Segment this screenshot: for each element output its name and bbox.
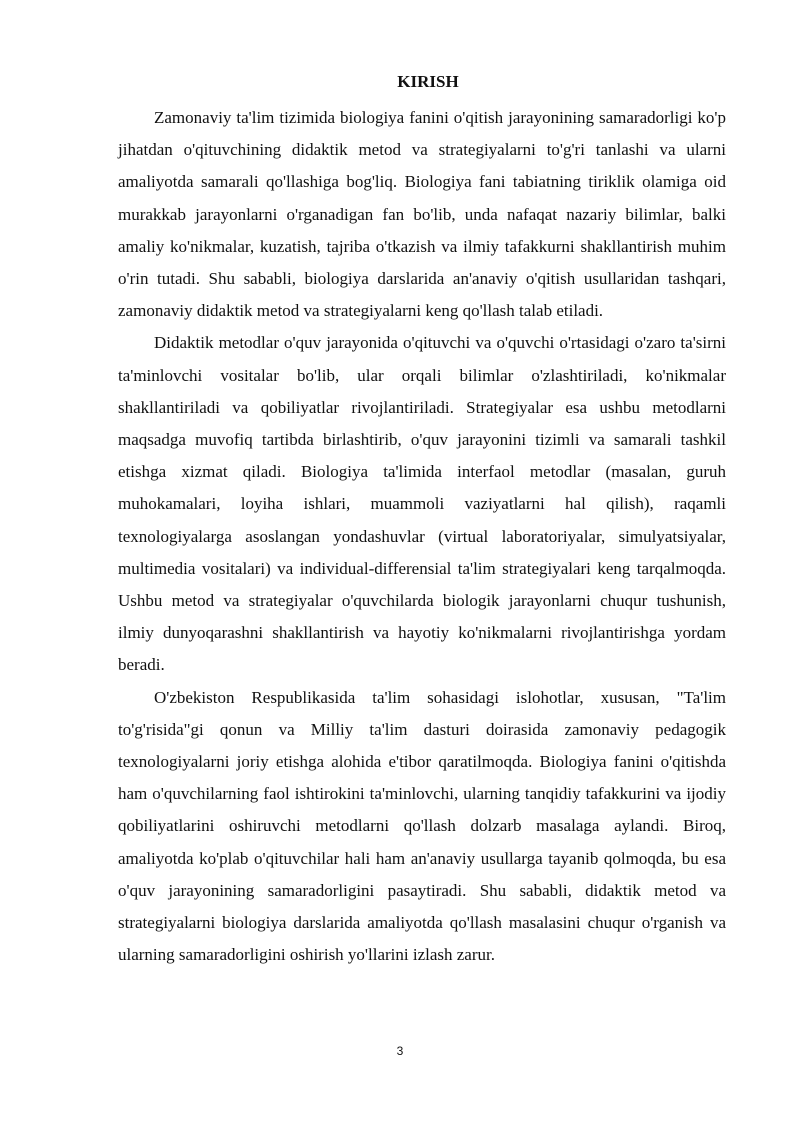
document-page <box>118 72 726 971</box>
paragraph-1: Zamonaviy ta'lim tizimida biologiya fanini o'qitish jarayonining samaradorligi ko'p jihatdan o'qituvchining didaktik metod va strategiyalarni to'g'ri tanlashi va ularni amaliyotda samarali qo'llashiga bog'liq. Biologiya fani tabiatning tiriklik olamiga oid murakkab jarayonlarni o'rganadigan fan bo'lib, unda nafaqat nazariy bilimlar, balki amaliy ko'nikmalar, kuzatish, tajriba o'tkazish va ilmiy tafakkurni shakllantirish muhim o'rin tutadi. Shu sababli, biologiya darslarida an'anaviy o'qitish usullaridan tashqari, zamonaviy didaktik metod va strategiyalarni keng qo'llash talab etiladi. <box>118 108 726 321</box>
section-heading: KIRISH <box>397 72 459 91</box>
page-number: 3 <box>396 1044 404 1058</box>
paragraph-2: Didaktik metodlar o'quv jarayonida o'qituvchi va o'quvchi o'rtasidagi o'zaro ta'sirni ta'minlovchi vositalar bo'lib, ular orqali bilimlar o'zlashtiriladi, ko'nikmalar shakllantiriladi va qobiliyatlar rivojlantiriladi. Strategiyalar esa ushbu metodlarni maqsadga muvofiq tartibda birlashtirib, o'quv jarayonini tizimli va samarali tashkil etishga xizmat qiladi. Biologiya ta'limida interfaol metodlar (masalan, guruh muhokamalari, loyiha ishlari, muammoli vaziyatlarni hal qilish), raqamli texnologiyalarga asoslangan yondashuvlar (virtual laboratoriyalar, simulyatsiyalar, multimedia vositalari) va individual-differensial ta'lim strategiyalari keng tarqalmoqda. Ushbu metod va strategiyalar o'quvchilarda biologik jarayonlarni chuqur tushunish, ilmiy dunyoqarashni shakllantirish va hayotiy ko'nikmalarni rivojlantirishga yordam beradi. <box>118 333 726 675</box>
paragraph-3: O'zbekiston Respublikasida ta'lim sohasidagi islohotlar, xususan, "Ta'lim to'g'risida"gi qonun va Milliy ta'lim dasturi doirasida zamonaviy pedagogik texnologiyalarni joriy etishga alohida e'tibor qaratilmoqda. Biologiya fanini o'qitishda ham o'quvchilarning faol ishtirokini ta'minlovchi, ularning tanqidiy tafakkurini va ijodiy qobiliyatlarini oshiruvchi metodlarni qo'llash dolzarb masalaga aylandi. Biroq, amaliyotda ko'plab o'qituvchilar hali ham an'anaviy usullarga tayanib qolmoqda, bu esa o'quv jarayonining samaradorligini pasaytiradi. Shu sababli, didaktik metod va strategiyalarni biologiya darslarida amaliyotda qo'llash masalasini chuqur o'rganish va ularning samaradorligini oshirish yo'llarini izlash zarur. <box>118 687 726 965</box>
